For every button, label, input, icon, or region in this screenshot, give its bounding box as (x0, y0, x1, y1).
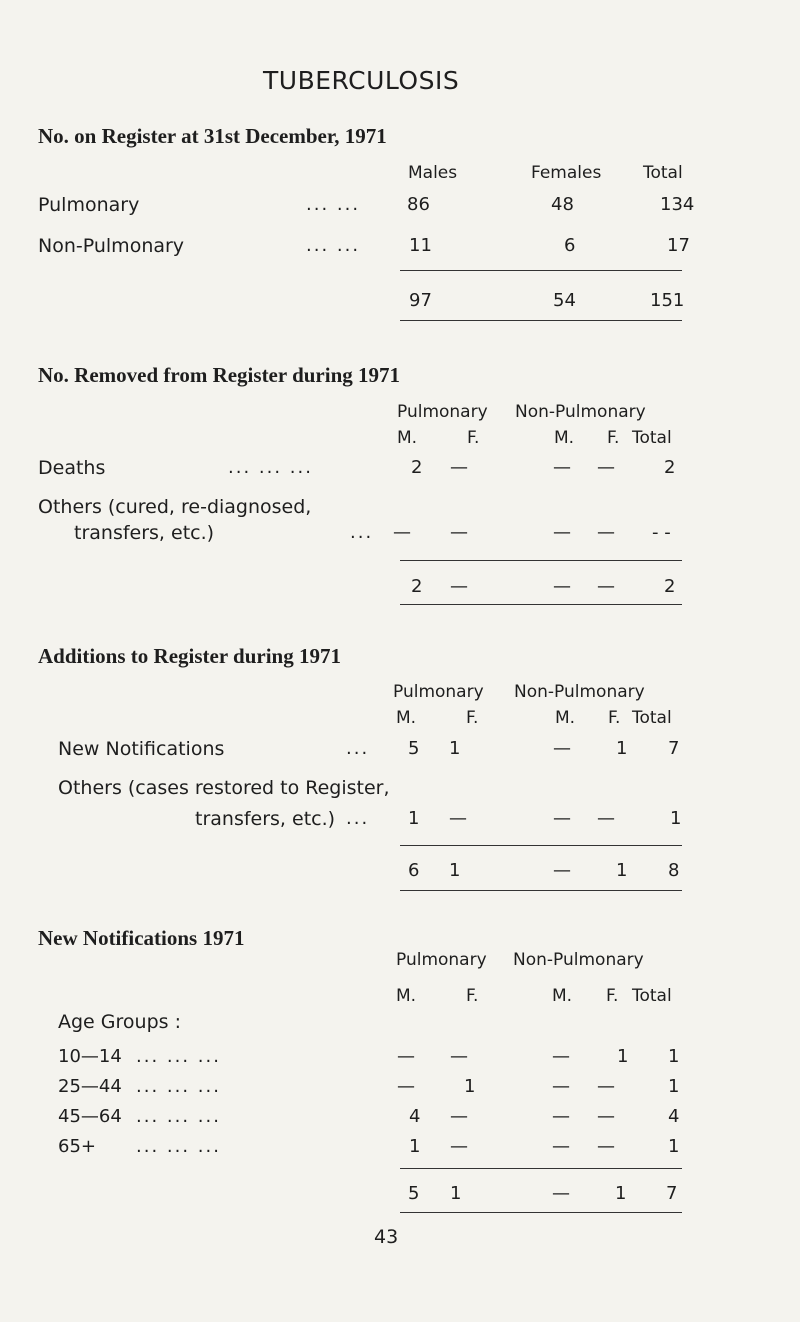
age-cell: — (450, 1106, 468, 1127)
removed-row-label-cont: transfers, etc.) (74, 522, 215, 544)
additions-row-label-cont: transfers, etc.) (195, 808, 336, 830)
leader-dots: ... ... ... (136, 1046, 221, 1067)
divider (400, 604, 682, 605)
leader-dots: ... ... ... (136, 1106, 221, 1127)
additions-cell: 1 (408, 808, 420, 829)
leader-dots: ... (346, 808, 370, 829)
notifications-total: 5 (408, 1183, 420, 1204)
register-header-males: Males (408, 163, 458, 183)
removed-cell: - - (652, 522, 671, 543)
leader-dots: ... ... ... (136, 1076, 221, 1097)
additions-cell: 1 (616, 738, 628, 759)
notifications-heading: New Notifications 1971 (38, 926, 245, 950)
divider (400, 890, 682, 891)
age-cell: — (552, 1076, 570, 1097)
page-title: TUBERCULOSIS (263, 66, 460, 95)
additions-cell: — (553, 738, 571, 759)
sub-header: M. (554, 428, 575, 448)
age-cell: 1 (668, 1076, 680, 1097)
register-cell: 6 (564, 235, 576, 256)
sub-header: F. (466, 708, 479, 728)
divider (400, 270, 682, 271)
sub-header: M. (555, 708, 576, 728)
sub-header: F. (607, 428, 620, 448)
additions-cell: 1 (449, 738, 461, 759)
register-row-label: Non-Pulmonary (38, 235, 185, 257)
leader-dots: ... (350, 522, 374, 543)
removed-row-label: Deaths (38, 457, 106, 479)
age-row-label: 65+ (58, 1136, 96, 1157)
sub-header: F. (606, 986, 619, 1006)
removed-total: — (553, 576, 571, 597)
register-heading: No. on Register at 31st December, 1971 (38, 124, 387, 148)
removed-cell: — (553, 522, 571, 543)
age-row-label: 25—44 (58, 1076, 122, 1097)
age-cell: 4 (409, 1106, 421, 1127)
additions-total: 6 (408, 860, 420, 881)
removed-cell: 2 (411, 457, 423, 478)
removed-cell: — (597, 522, 615, 543)
notifications-total: — (552, 1183, 570, 1204)
age-cell: — (597, 1136, 615, 1157)
leader-dots: ... ... ... (136, 1136, 221, 1157)
age-cell: — (450, 1046, 468, 1067)
additions-heading: Additions to Register during 1971 (38, 644, 341, 668)
group-header: Pulmonary (393, 682, 484, 702)
register-header-total: Total (643, 163, 683, 183)
notifications-total: 1 (615, 1183, 627, 1204)
sub-header: Total (632, 708, 672, 728)
divider (400, 845, 682, 846)
additions-cell: 5 (408, 738, 420, 759)
age-cell: 1 (464, 1076, 476, 1097)
group-header: Non-Pulmonary (513, 950, 644, 970)
age-cell: — (397, 1046, 415, 1067)
age-cell: — (397, 1076, 415, 1097)
sub-header: F. (608, 708, 621, 728)
additions-cell: — (553, 808, 571, 829)
removed-cell: — (450, 457, 468, 478)
removed-cell: — (393, 522, 411, 543)
age-cell: 1 (668, 1046, 680, 1067)
leader-dots: ... ... ... (228, 457, 313, 478)
leader-dots: ... ... (306, 194, 361, 215)
divider (400, 320, 682, 321)
sub-header: F. (466, 986, 479, 1006)
additions-cell: — (597, 808, 615, 829)
age-cell: — (552, 1106, 570, 1127)
register-cell: 17 (667, 235, 690, 256)
removed-total: — (450, 576, 468, 597)
register-cell: 86 (407, 194, 430, 215)
age-row-label: 10—14 (58, 1046, 122, 1067)
register-cell: 48 (551, 194, 574, 215)
additions-cell: 7 (668, 738, 680, 759)
leader-dots: ... ... (306, 235, 361, 256)
additions-cell: — (449, 808, 467, 829)
age-cell: — (552, 1046, 570, 1067)
notifications-total: 1 (450, 1183, 462, 1204)
age-cell: 4 (668, 1106, 680, 1127)
age-row-label: 45—64 (58, 1106, 122, 1127)
removed-cell: — (553, 457, 571, 478)
sub-header: Total (632, 428, 672, 448)
age-cell: — (597, 1106, 615, 1127)
sub-header: M. (397, 428, 418, 448)
group-header: Pulmonary (397, 402, 488, 422)
sub-header: F. (467, 428, 480, 448)
removed-total: 2 (411, 576, 423, 597)
divider (400, 560, 682, 561)
sub-header: M. (552, 986, 573, 1006)
removed-row-label: Others (cured, re-diagnosed, (38, 496, 312, 518)
age-cell: — (450, 1136, 468, 1157)
additions-row-label: New Notifications (58, 738, 225, 760)
removed-cell: 2 (664, 457, 676, 478)
divider (400, 1212, 682, 1213)
register-row-label: Pulmonary (38, 194, 140, 216)
page-number: 43 (374, 1226, 399, 1248)
sub-header: M. (396, 986, 417, 1006)
additions-total: 1 (616, 860, 628, 881)
age-groups-label: Age Groups : (58, 1011, 181, 1033)
register-cell: 11 (409, 235, 432, 256)
age-cell: — (597, 1076, 615, 1097)
additions-cell: 1 (670, 808, 682, 829)
removed-total: 2 (664, 576, 676, 597)
age-cell: 1 (668, 1136, 680, 1157)
leader-dots: ... (346, 738, 370, 759)
age-cell: 1 (409, 1136, 421, 1157)
group-header: Pulmonary (396, 950, 487, 970)
group-header: Non-Pulmonary (515, 402, 646, 422)
sub-header: M. (396, 708, 417, 728)
register-total: 151 (650, 290, 685, 311)
age-cell: 1 (617, 1046, 629, 1067)
additions-total: — (553, 860, 571, 881)
register-cell: 134 (660, 194, 695, 215)
additions-total: 8 (668, 860, 680, 881)
group-header: Non-Pulmonary (514, 682, 645, 702)
register-header-females: Females (531, 163, 602, 183)
sub-header: Total (632, 986, 672, 1006)
divider (400, 1168, 682, 1169)
additions-total: 1 (449, 860, 461, 881)
age-cell: — (552, 1136, 570, 1157)
additions-row-label: Others (cases restored to Register, (58, 777, 390, 799)
removed-heading: No. Removed from Register during 1971 (38, 363, 401, 387)
notifications-total: 7 (666, 1183, 678, 1204)
removed-cell: — (450, 522, 468, 543)
removed-total: — (597, 576, 615, 597)
removed-cell: — (597, 457, 615, 478)
register-total: 54 (553, 290, 576, 311)
register-total: 97 (409, 290, 432, 311)
